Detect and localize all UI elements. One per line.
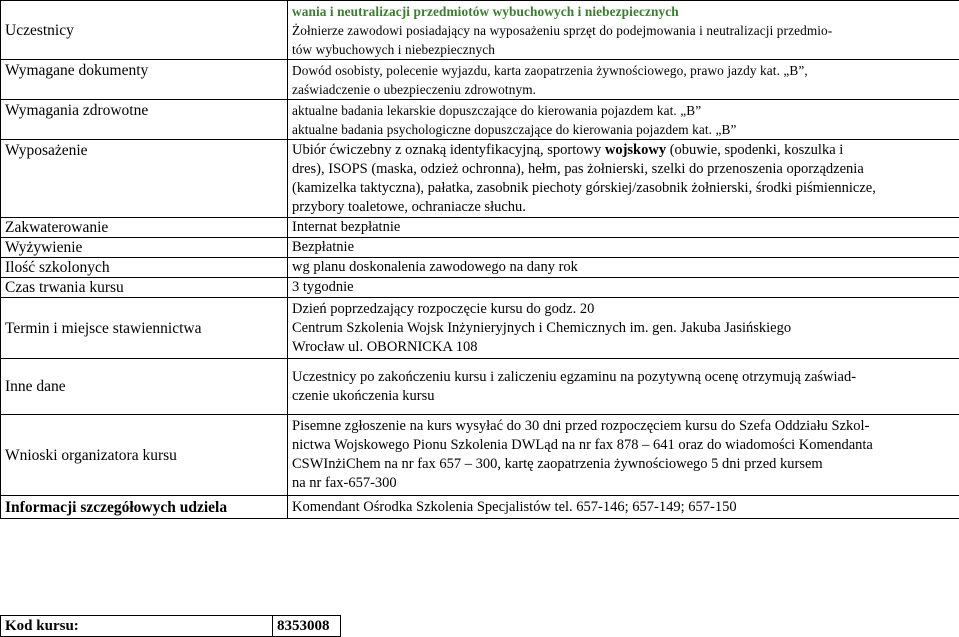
dokumenty-line2: zaświadczenie o ubezpieczeniu zdrowotnym. [292, 81, 537, 97]
row-inne [1, 359, 959, 415]
label-szkolonych: Ilość szkolonych [1, 258, 288, 278]
wyposazenie-line2: dres), ISOPS (maska, odzież ochronna), hełm, pas żołnierski, szelki do przenoszenia oporządzenia [292, 160, 864, 177]
uczestnicy-line1: Żołnierze zawodowi posiadający na wyposażeniu sprzęt do podejmowania i neutralizacji przedmio- [292, 22, 833, 38]
value-wyzywienie: Bezpłatnie [288, 238, 959, 258]
label-czas: Czas trwania kursu [1, 278, 288, 298]
value-wnioski [288, 415, 959, 496]
inne-line2: czenie ukończenia kursu [292, 387, 435, 404]
label-uczestnicy: Uczestnicy [1, 1, 288, 60]
value-szkolonych: wg planu doskonalenia zawodowego na dany rok [288, 258, 959, 278]
label-dokumenty: Wymagane dokumenty [1, 60, 288, 100]
value-inne [288, 359, 959, 415]
dokumenty-line1: Dowód osobisty, polecenie wyjazdu, karta zaopatrzenia żywnościowego, prawo jazdy kat. „B”, [292, 62, 808, 78]
row-szkolonych [1, 258, 959, 278]
inne-line1: Uczestnicy po zakończeniu kursu i zaliczeniu egzaminu na pozytywną ocenę otrzymują zaświad- [292, 368, 857, 385]
label-wnioski: Wnioski organizatora kursu [1, 415, 288, 496]
value-termin [288, 298, 959, 359]
uczestnicy-line2: tów wybuchowych i niebezpiecznych [292, 41, 496, 57]
row-wyposazenie [1, 140, 959, 218]
wyposazenie-line1-bold: wojskowy [604, 141, 667, 158]
zdrowotne-line1: aktualne badania lekarskie dopuszczające do kierowania pojazdem kat. „B” [292, 102, 702, 118]
row-informacji [1, 496, 959, 519]
wyposazenie-line1-a: Ubiór ćwiczebny z oznaką identyfikacyjną, sportowy [292, 141, 605, 158]
course-code-table [0, 615, 341, 637]
row-uczestnicy [1, 1, 959, 60]
label-zakwaterowanie: Zakwaterowanie [1, 218, 288, 238]
row-zakwaterowanie [1, 218, 959, 238]
label-termin: Termin i miejsce stawiennictwa [1, 298, 288, 359]
label-inne: Inne dane [1, 359, 288, 415]
value-zdrowotne [288, 100, 959, 140]
row-wnioski [1, 415, 959, 496]
row-course-code [1, 616, 341, 637]
wyposazenie-line3: (kamizelka taktyczna), pałatka, zasobnik piechoty górskiej/zasobnik żołnierski, środki piśmiennicze, [292, 179, 876, 196]
wyposazenie-line4: przybory toaletowe, ochraniacze słuchu. [292, 198, 526, 215]
wyposazenie-line1 [292, 141, 955, 160]
label-wyposazenie: Wyposażenie [1, 140, 288, 218]
row-zdrowotne [1, 100, 959, 140]
termin-line1: Dzień poprzedzający rozpoczęcie kursu do godz. 20 [292, 300, 595, 317]
value-wyposazenie [288, 140, 959, 218]
row-termin [1, 298, 959, 359]
label-zdrowotne: Wymagania zdrowotne [1, 100, 288, 140]
wnioski-line3: CSWInżiChem na nr fax 657 – 300, kartę zaopatrzenia żywnościowego 5 dni przed kursem [292, 456, 823, 472]
label-wyzywienie: Wyżywienie [1, 238, 288, 258]
row-wyzywienie [1, 238, 959, 258]
wyposazenie-line1-b: (obuwie, spodenki, koszulka i [666, 141, 844, 158]
course-code-label: Kod kursu: [1, 616, 273, 637]
wnioski-line4: na nr fax-657-300 [292, 475, 397, 491]
value-czas: 3 tygodnie [288, 278, 959, 298]
zdrowotne-line2: aktualne badania psychologiczne dopuszczające do kierowania pojazdem kat. „B” [292, 121, 737, 137]
label-informacji: Informacji szczegółowych udziela [1, 496, 288, 519]
value-informacji: Komendant Ośrodka Szkolenia Specjalistów tel. 657-146; 657-149; 657-150 [288, 496, 959, 519]
value-uczestnicy [288, 1, 959, 60]
value-dokumenty [288, 60, 959, 100]
termin-line3: Wrocław ul. OBORNICKA 108 [292, 338, 478, 355]
row-czas [1, 278, 959, 298]
wnioski-line1: Pisemne zgłoszenie na kurs wysyłać do 30 dni przed rozpoczęciem kursu do Szefa Oddziału Szkol- [292, 418, 870, 434]
wnioski-line2: nictwa Wojskowego Pionu Szkolenia DWLąd na nr fax 878 – 641 oraz do wiadomości Komendanta [292, 437, 873, 453]
termin-line2: Centrum Szkolenia Wojsk Inżynieryjnych i Chemicznych im. gen. Jakuba Jasińskiego [292, 319, 792, 336]
course-code-value: 8353008 [273, 616, 341, 637]
header-line: wania i neutralizacji przedmiotów wybuchowych i niebezpiecznych [292, 3, 679, 19]
value-zakwaterowanie: Internat bezpłatnie [288, 218, 959, 238]
row-dokumenty [1, 60, 959, 100]
